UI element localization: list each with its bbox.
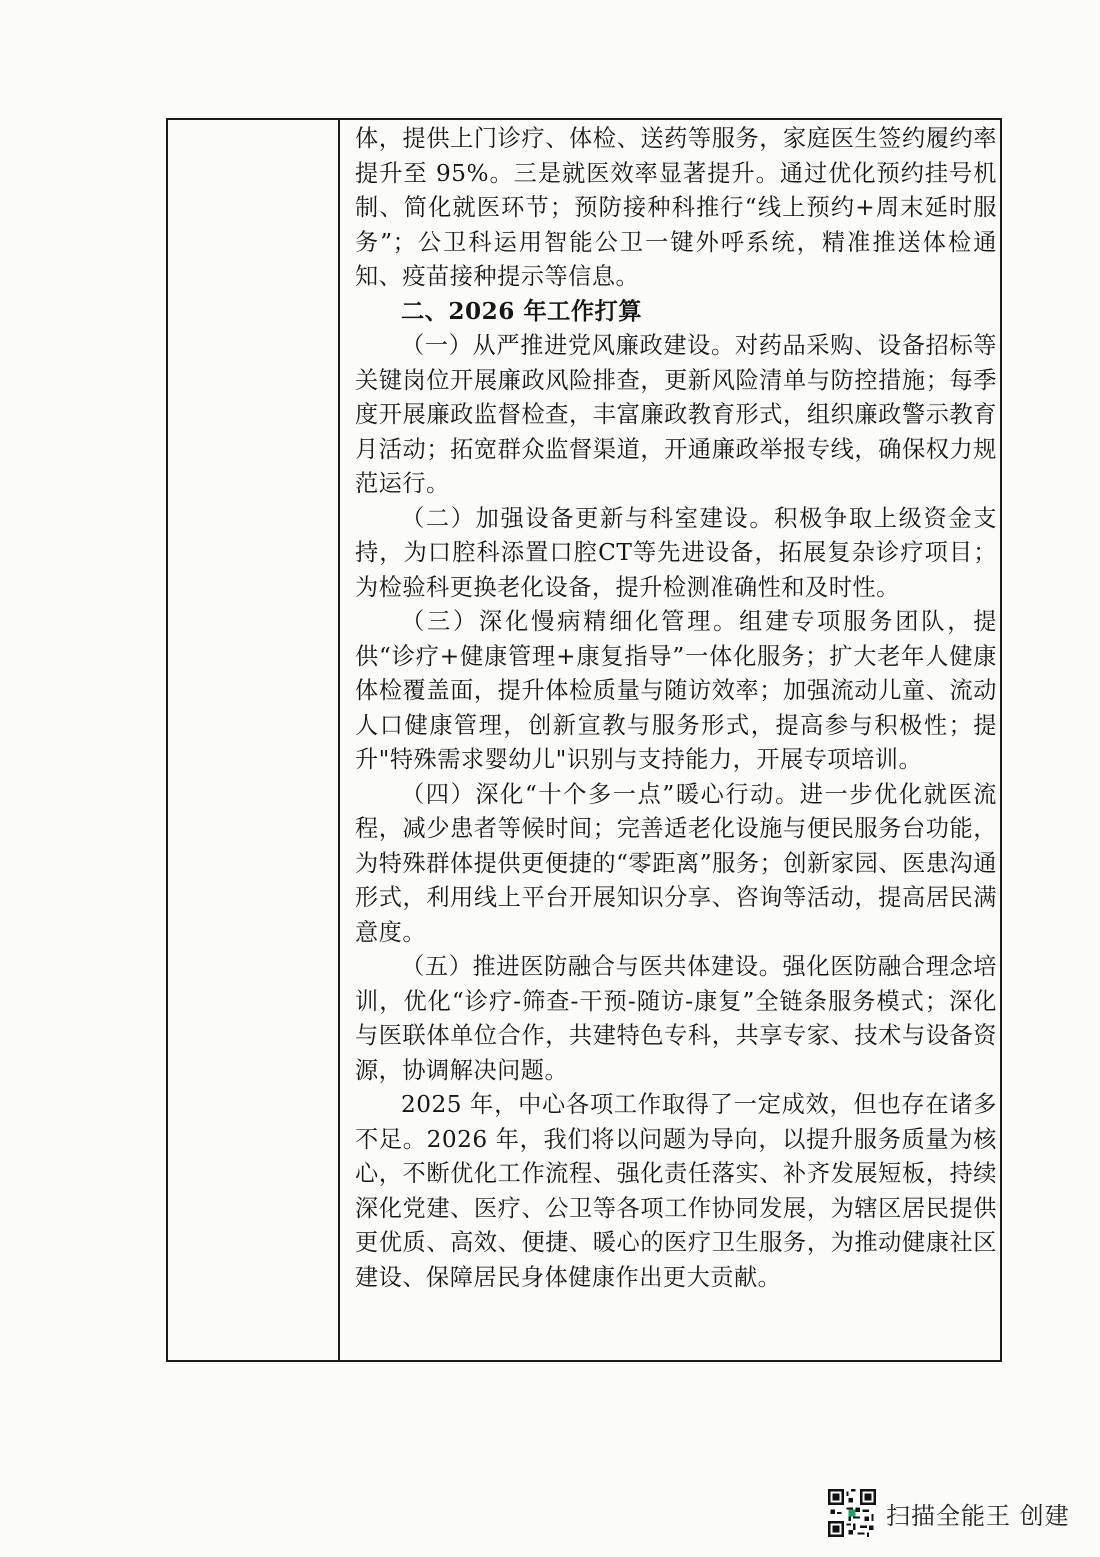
paragraph-item-5: （五）推进医防融合与医共体建设。强化医防融合理念培训，优化“诊疗-筛查-干预-随访-康复”全链条服务模式；深化与医联体单位合作，共建特色专科，共享专家、技术与设备资源，协调解决问题。 bbox=[355, 953, 997, 1084]
section-heading: 二、2026 年工作打算 bbox=[401, 297, 642, 325]
scanner-watermark bbox=[828, 1488, 1070, 1538]
paragraph-item-1: （一）从严推进党风廉政建设。对药品采购、设备招标等关键岗位开展廉政风险排查，更新风险清单与防控措施；每季度开展廉政监督检查，丰富廉政教育形式，组织廉政警示教育月活动；拓宽群众监督渠道，开通廉政举报专线，确保权力规范运行。 bbox=[355, 332, 997, 497]
scanner-brand-label: 扫描全能王 创建 bbox=[886, 1501, 1070, 1530]
paragraph-continuation: 体，提供上门诊疗、体检、送药等服务，家庭医生签约履约率提升至 95%。三是就医效率显著提升。通过优化预约挂号机制、简化就医环节；预防接种科推行“线上预约+周末延时服务”；公卫科运用智能公卫一键外呼系统，精准推送体检通知、疫苗接种提示等信息。 bbox=[355, 125, 997, 290]
paragraph-conclusion: 2025 年，中心各项工作取得了一定成效，但也存在诸多不足。2026 年，我们将以问题为导向，以提升服务质量为核心，不断优化工作流程、强化责任落实、补齐发展短板，持续深化党建、医疗、公卫等各项工作协同发展，为辖区居民提供更优质、高效、便捷、暖心的医疗卫生服务，为推动健康社区建设、保障居民身体健康作出更大贡献。 bbox=[355, 1091, 997, 1291]
paragraph-item-4: （四）深化“十个多一点”暖心行动。进一步优化就医流程，减少患者等候时间；完善适老化设施与便民服务台功能，为特殊群体提供更便捷的“零距离”服务；创新家园、医患沟通形式，利用线上平台开展知识分享、咨询等活动，提高居民满意度。 bbox=[355, 780, 997, 946]
document-content bbox=[355, 122, 997, 1295]
paragraph-item-3: （三）深化慢病精细化管理。组建专项服务团队，提供“诊疗+健康管理+康复指导”一体化服务；扩大老年人健康体检覆盖面，提升体检质量与随访效率；加强流动儿童、流动人口健康管理，创新宣教与服务形式，提高参与积极性；提升"特殊需求婴幼儿"识别与支持能力，开展专项培训。 bbox=[355, 608, 997, 773]
table-column-divider bbox=[338, 118, 340, 1362]
paragraph-item-2: （二）加强设备更新与科室建设。积极争取上级资金支持，为口腔科添置口腔CT等先进设备，拓展复杂诊疗项目；为检验科更换老化设备，提升检测准确性和及时性。 bbox=[355, 504, 997, 601]
qr-code-icon bbox=[828, 1489, 876, 1537]
